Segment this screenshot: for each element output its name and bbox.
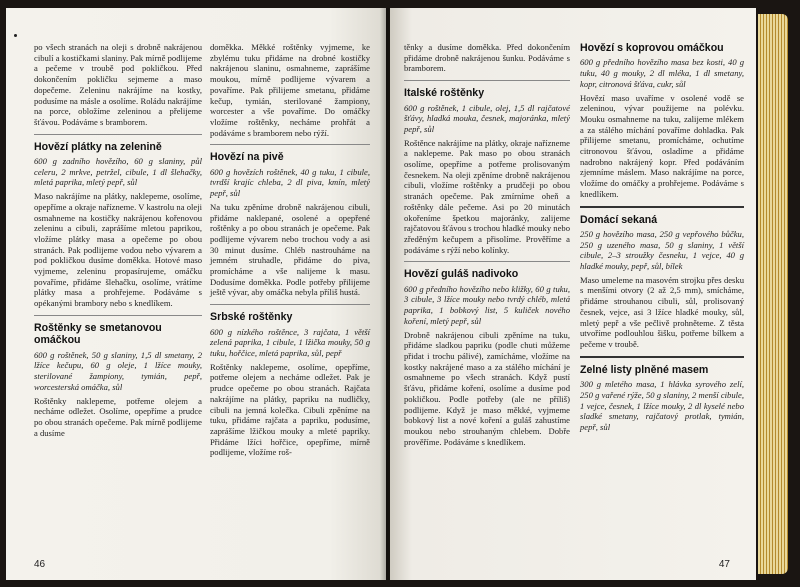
- continued-text: těnky a dusíme doměkka. Před dokončením přidáme drobně nakrájenou šunku. Podáváme s bramborem.: [404, 42, 570, 74]
- recipe-ingredients: 600 g zadního hovězího, 60 g slaniny, půl celeru, 2 mrkve, petržel, cibule, 1 dl šlehačky, mletá paprika, mletý pepř, sůl: [34, 156, 202, 188]
- recipe-title: Hovězí guláš nadivoko: [404, 261, 570, 280]
- recipe-ingredients: 600 g roštěnek, 1 cibule, olej, 1,5 dl rajčatové šťávy, hladká mouka, česnek, majoránka, mletý pepř, sůl: [404, 102, 570, 134]
- continued-text: po všech stranách na oleji s drobně nakrájenou cibulí a kostičkami slaniny. Pak mírně podlijeme a pečeme v troubě pod pokličkou. Před dokončením pokličku sejmeme a maso dopečeme. Zeleninu nakrájíme na kostky, podusíme na másle a osolíme. Roládu nakrájíme na porce, obložíme zeleninou a přelijeme šťávou. Podáváme s bramborem.: [34, 42, 202, 127]
- left-column-2: [210, 42, 370, 460]
- recipe-ingredients: 600 g roštěnek, 50 g slaniny, 1,5 dl smetany, 2 lžíce kečupu, 60 g oleje, 1 lžíce mouky, sterilované žampiony, tymián, pepř, worcesterská omáčka, sůl: [34, 349, 202, 392]
- recipe-title: Hovězí plátky na zelenině: [34, 134, 202, 153]
- recipe-ingredients: 600 g předního hovězího nebo kližky, 60 g tuku, 3 cibule, 3 lžíce mouky nebo tvrdý chléb, mletá paprika, 1 bobkový list, 5 kuliček nového koření, mletý pepř, sůl: [404, 283, 570, 326]
- recipe-instructions: Na tuku zpěníme drobně nakrájenou cibuli, přidáme naklepané, osolené a opepřené roštěnky a po obou stranách je opečeme. Pak podlijeme vývarem nebo trochou vody a asi 30 minut dusíme. Chléb nastrouháme na jemném struhadle, přidáme do piva, promícháme a vše nalijeme k masu. Dodusíme doměkka. Podle potřeby přilijeme ještě vývar, aby omáčka nebyla příliš hustá.: [210, 201, 370, 298]
- page-edges: [758, 14, 788, 574]
- recipe-instructions: Roštěnky naklepeme, potřeme olejem a necháme odležet. Osolíme, opepříme a prudce po obou stranách opečeme. Pak mírně podlijeme a dusíme: [34, 395, 202, 438]
- recipe-ingredients: 600 g hovězích roštěnek, 40 g tuku, 1 cibule, tvrdší krajíc chleba, 2 dl piva, kmín, mletý pepř, sůl: [210, 166, 370, 199]
- right-column-2: [580, 42, 744, 436]
- recipe-title: Italské roštěnky: [404, 80, 570, 99]
- recipe-title: Hovězí s koprovou omáčkou: [580, 42, 724, 54]
- recipe-instructions: Drobně nakrájenou cibuli zpěníme na tuku, přidáme sladkou papriku (podle chuti můžeme přidat i trochu pálivé), zamícháme, vložíme na kostky nakrájené maso a za stálého míchání je osmahneme po všech stranách. Když pustí šťávu, přidáme koření, osolíme a dusíme pod pokličkou. Podle potřeby (ale ne příliš) podlijeme. Když je maso měkké, vyjmeme bobkový list a nové koření a guláš zahustíme moukou nebo strouhaným chlebem. Dobře prověříme. Podáváme s knedlíkem.: [404, 329, 570, 447]
- recipe-instructions: Maso nakrájíme na plátky, naklepeme, osolíme, opepříme a okraje nařízneme. V kastrolu na oleji osmahneme na kostičky nakrájenou kořenovou zeleninu a cibuli, zaprášíme mletou paprikou, vložíme plátky masa a opečeme po obou stranách. Pak podlijeme vodou nebo vývarem a pod pokličkou dusíme doměkka. Hotové maso vyjmeme, zeleninu propasírujeme, omáčku povaříme, přidáme šlehačku, osolíme, vrátíme plátky masa a prohřejeme. Podáváme s opékanými brambory nebo s knedlíkem.: [34, 191, 202, 309]
- bullet-mark: [14, 34, 17, 37]
- right-page: [390, 8, 756, 580]
- page-number: 47: [718, 559, 730, 570]
- recipe-ingredients: 250 g hovězího masa, 250 g vepřového bůčku, 250 g uzeného masa, 50 g slaniny, 1 větší cibule, 2–3 stroužky česneku, 1 vejce, 40 g hladké mouky, pepř, sůl, bílek: [580, 228, 744, 272]
- recipe-ingredients: 300 g mletého masa, 1 hlávka syrového zelí, 250 g vařené rýže, 50 g slaniny, 2 menší cibule, 1 vejce, česnek, 1 lžíce mouky, 2 dl kyselé nebo sladké smetany, rajčatový protlak, tymián, pepř, sůl: [580, 379, 744, 432]
- recipe-ingredients: 600 g předního hovězího masa bez kosti, 40 g tuku, 40 g mouky, 2 dl mléka, 1 dl smetany, kopr, citronová šťáva, cukr, sůl: [580, 57, 744, 89]
- recipe-title: Zelné listy plněné masem: [580, 356, 744, 376]
- recipe-instructions: Hovězí maso uvaříme v osolené vodě se zeleninou, vývar použijeme na polévku. Mouku osmahneme na tuku, zalijeme mlékem a za stálého míchání povaříme dohladka. Pak přilijeme smetanu, promícháme, ochutíme citronovou šťávou, osladíme a přidáme nadrobno nakrájený kopr. Před podáváním zjemníme máslem. Maso nakrájíme na porce, vložíme do omáčky a prohřejeme. Podáváme s knedlíkem.: [580, 92, 744, 199]
- recipe-title: Domácí sekaná: [580, 206, 744, 226]
- continued-text: doměkka. Měkké roštěnky vyjmeme, ke zbylému tuku přidáme na drobné kostičky nakrájenou slaninu, osmahneme, zaprášíme moukou, mírně podlijeme vývarem a povaříme. Pak přilijeme smetanu, přidáme kečup, tymián, sterilované žampiony, worcester a vše povaříme. Do omáčky vložíme roštěnky, necháme prohřát a podáváme s bramborem nebo rýží.: [210, 42, 370, 138]
- recipe-instructions: Roštěnce nakrájíme na plátky, okraje nařízneme a naklepeme. Pak maso po obou stranách osolíme, opepříme a potřeme prolisovaným česnekem. Na oleji zpěníme drobně nakrájenou cibuli, vložíme roštěnky a prudčeji po obou stranách opečeme. Pak zmírníme oheň a roštěnky dále pečeme. Asi po 20 minutách okořeníme špetkou majoránky, zalijeme rajčatovou šťávou s trochou hladké mouky nebo zředěným kečupem a přisolíme. Prověříme a podáváme s rýží nebo kolínky.: [404, 137, 570, 255]
- book-spread: [6, 8, 792, 580]
- recipe-title: Srbské roštěnky: [210, 304, 370, 323]
- left-column-1: [34, 42, 202, 440]
- recipe-ingredients: 600 g nízkého roštěnce, 3 rajčata, 1 větší zelená paprika, 1 cibule, 1 lžička mouky, 50 g tuku, hořčice, mletá paprika, sůl, pepř: [210, 326, 370, 358]
- page-number: 46: [34, 559, 46, 570]
- left-page: [6, 8, 386, 580]
- recipe-title: Hovězí na pivě: [210, 144, 370, 163]
- recipe-instructions: Maso umeleme na masovém strojku přes desku s menšími otvory (2 až 2,5 mm), smícháme, přidáme strouhanou cibuli, sůl, prolisovaný česnek, vejce, asi 3 lžíce hladké mouky, sůl, mletý pepř a vše pečlivě prohněteme. Z těsta utvoříme podlouhlou šišku, potřeme bílkem a pečeme v troubě.: [580, 274, 744, 349]
- recipe-title: Roštěnky se smetanovou omáčkou: [34, 315, 202, 347]
- recipe-instructions: Roštěnky naklepeme, osolíme, opepříme, potřeme olejem a necháme odležet. Pak je prudce opečeme po obou stranách. Rajčata nakrájíme na plátky, papriku na nudličky, cibuli na jemná kolečka. Cibuli zpěníme na tuku, přidáme rajčata a papriku, podusíme, zaprášíme lžičkou mouky a mleté papriky. Přidáme lžíci hořčice, opepříme, mírně podlijeme, vložíme roš-: [210, 361, 370, 458]
- right-column-1: [404, 42, 570, 449]
